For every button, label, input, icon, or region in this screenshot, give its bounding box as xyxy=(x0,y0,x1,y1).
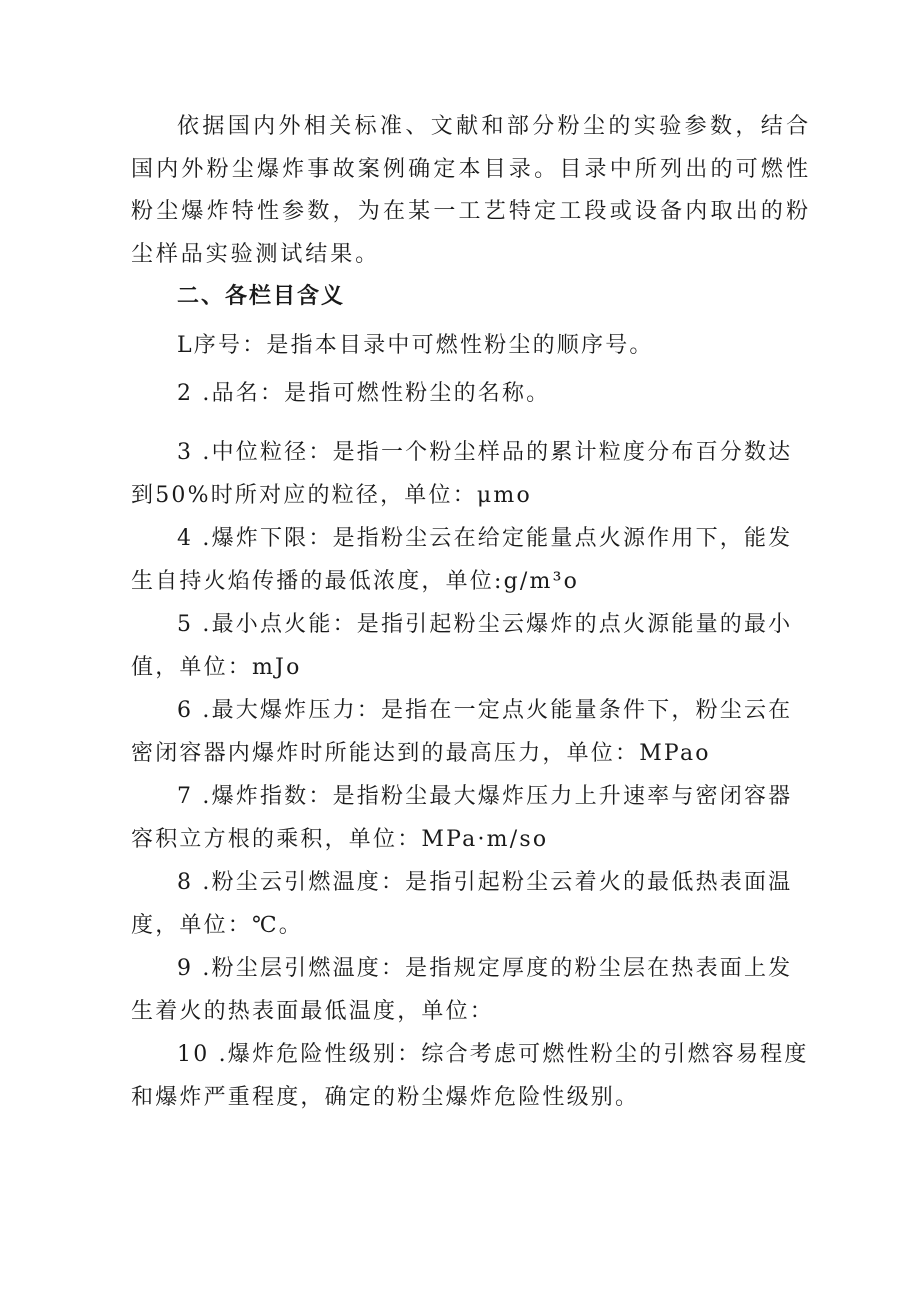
definition-item-explosion-hazard-level: 10 .爆炸危险性级别：综合考虑可燃性粉尘的引燃容易程度和爆炸严重程度，确定的粉尘爆炸危险性级别。 xyxy=(131,1042,809,1110)
definition-item-lower-explosion-limit: 4 .爆炸下限：是指粉尘云在给定能量点火源作用下，能发生自持火焰传播的最低浓度，单位:g/m³o xyxy=(131,526,793,594)
definition-item-minimum-ignition-energy: 5 .最小点火能：是指引起粉尘云爆炸的点火源能量的最小值，单位：mJo xyxy=(131,612,793,680)
definition-item-explosion-index: 7 .爆炸指数：是指粉尘最大爆炸压力上升速率与密闭容器容积立方根的乘积，单位：MPa·m/so xyxy=(131,784,793,852)
definition-item-product-name: 2 .品名：是指可燃性粉尘的名称。 xyxy=(177,381,551,406)
section-heading: 二、各栏目含义 xyxy=(177,284,346,309)
definition-item-dust-layer-ignition-temperature: 9 .粉尘层引燃温度：是指规定厚度的粉尘层在热表面上发生着火的热表面最低温度，单位： xyxy=(131,956,793,1024)
definition-item-median-particle-size: 3 .中位粒径：是指一个粉尘样品的累计粒度分布百分数达到50%时所对应的粒径，单位：μmo xyxy=(131,440,793,508)
definition-item-maximum-explosion-pressure: 6 .最大爆炸压力：是指在一定点火能量条件下，粉尘云在密闭容器内爆炸时所能达到的最高压力，单位：MPao xyxy=(131,698,793,766)
definition-item-serial-number: L序号：是指本目录中可燃性粉尘的顺序号。 xyxy=(177,333,654,358)
intro-paragraph: 依据国内外相关标准、文献和部分粉尘的实验参数，结合国内外粉尘爆炸事故案例确定本目录。目录中所列出的可燃性粉尘爆炸特性参数，为在某一工艺特定工段或设备内取出的粉尘样品实验测试结果。 xyxy=(131,114,811,267)
definition-item-dust-cloud-ignition-temperature: 8 .粉尘云引燃温度：是指引起粉尘云着火的最低热表面温度，单位：℃。 xyxy=(131,870,793,938)
